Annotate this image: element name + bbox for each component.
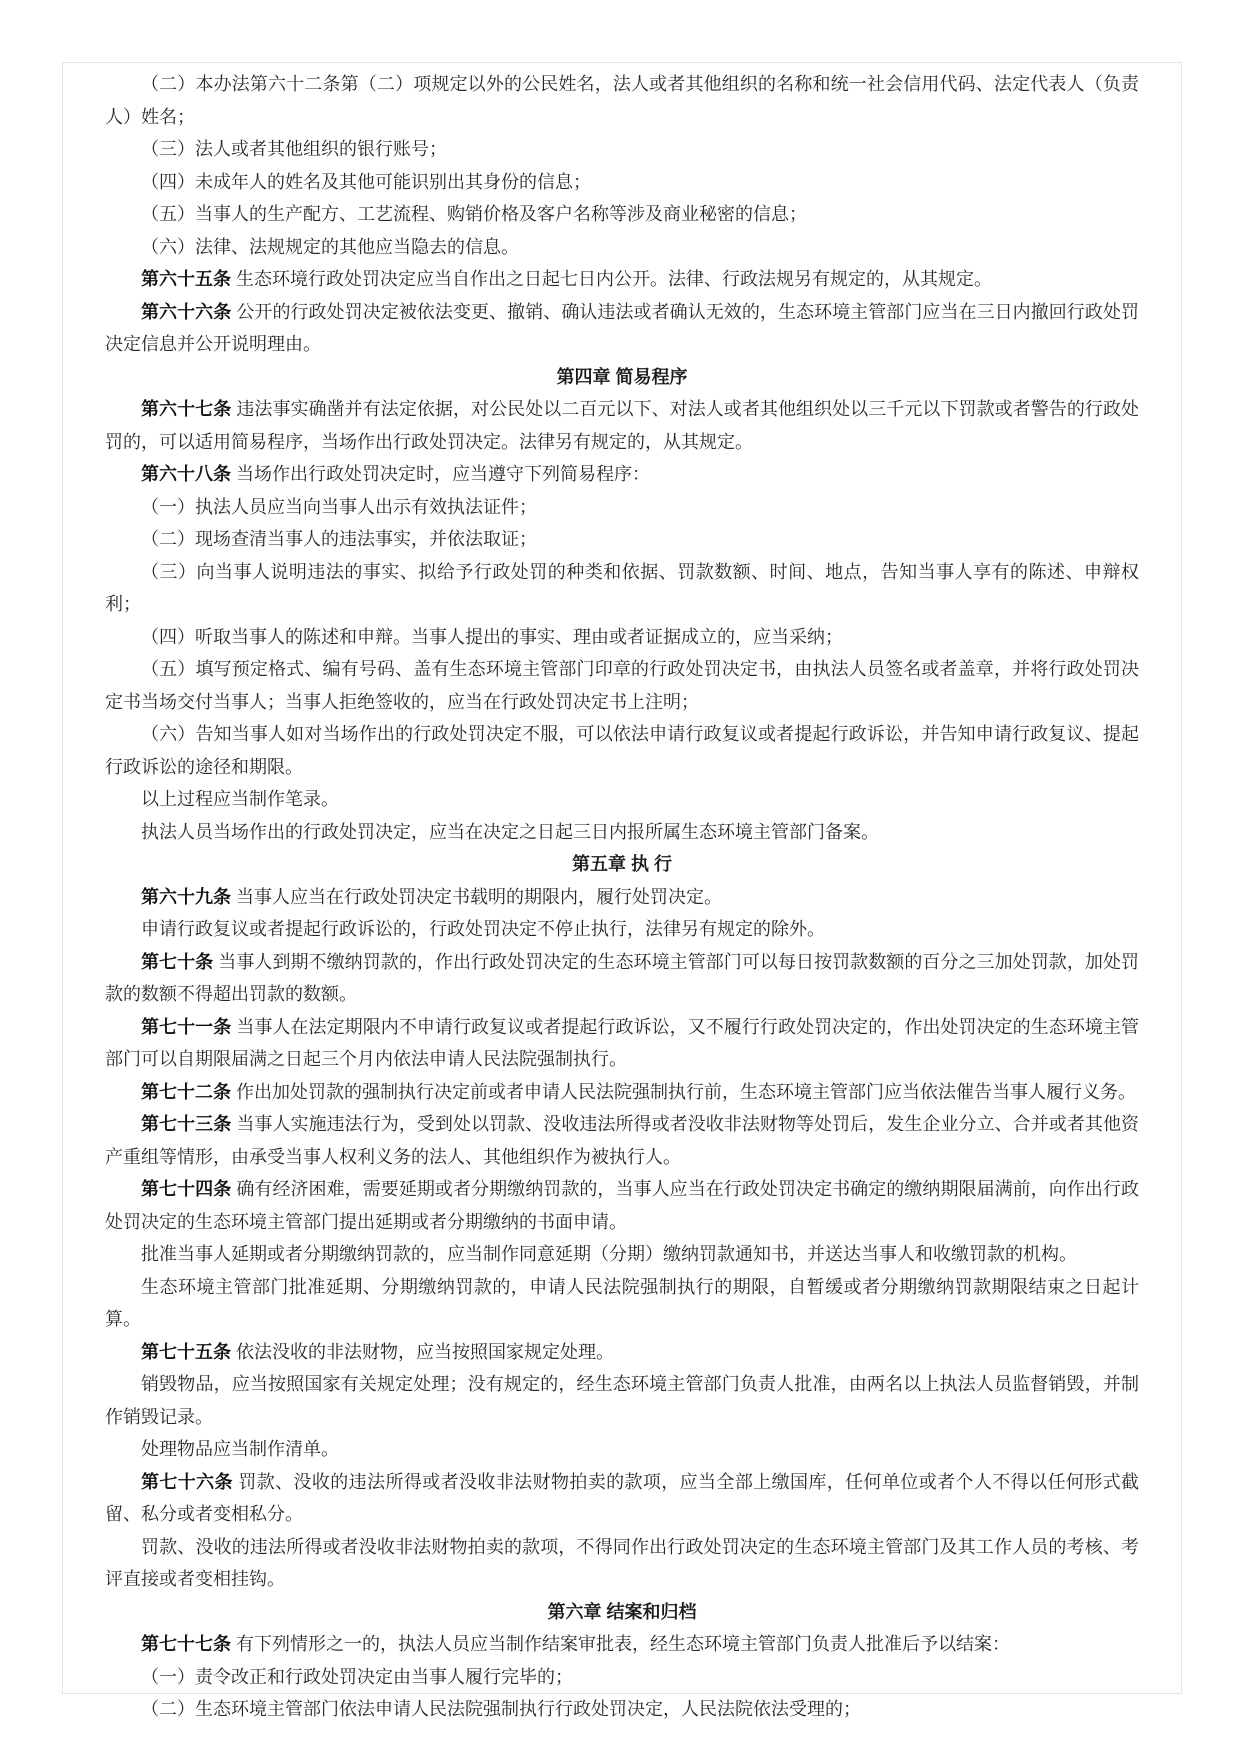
paragraph: 申请行政复议或者提起行政诉讼的，行政处罚决定不停止执行，法律另有规定的除外。 [141,919,825,939]
article-paragraph: 第七十一条 当事人在法定期限内不申请行政复议或者提起行政诉讼，又不履行行政处罚决定的，作出处罚决定的生态环境主管部门可以自期限届满之日起三个月内依法申请人民法院强制执行。 [105,1016,1140,1069]
paragraph: （三）法人或者其他组织的银行账号； [141,139,447,159]
article-number: 第六十五条 [141,269,231,289]
paragraph: 执法人员当场作出的行政处罚决定，应当在决定之日起三日内报所属生态环境主管部门备案。 [141,821,879,842]
paragraph: 生态环境主管部门批准延期、分期缴纳罚款的，申请人民法院强制执行的期限，自暂缓或者分期缴纳罚款期限结束之日起计算。 [105,1276,1139,1329]
article-number: 第七十一条 [141,1016,232,1037]
article-paragraph: 第六十八条 当场作出行政处罚决定时，应当遵守下列简易程序： [141,464,650,484]
paragraph: 批准当事人延期或者分期缴纳罚款的，应当制作同意延期（分期）缴纳罚款通知书，并送达当事人和收缴罚款的机构。 [141,1244,1077,1264]
article-paragraph: 第七十三条 当事人实施违法行为，受到处以罚款、没收违法所得或者没收非法财物等处罚后，发生企业分立、合并或者其他资产重组等情形，由承受当事人权利义务的法人、其他组织作为被执行人。 [105,1114,1140,1167]
article-paragraph: 第七十四条 确有经济困难，需要延期或者分期缴纳罚款的，当事人应当在行政处罚决定书确定的缴纳期限届满前，向作出行政处罚决定的生态环境主管部门提出延期或者分期缴纳的书面申请。 [105,1179,1140,1232]
paragraph: （二）现场查清当事人的违法事实，并依法取证； [141,529,537,549]
chapter-heading: 第五章 执 行 [571,854,672,874]
document-page [62,62,1182,1719]
paragraph: （一）执法人员应当向当事人出示有效执法证件； [141,496,537,517]
paragraph: 处理物品应当制作清单。 [141,1439,339,1459]
article-number: 第六十九条 [141,886,231,907]
paragraph: （二）生态环境主管部门依法申请人民法院强制执行行政处罚决定，人民法院依法受理的； [141,1699,861,1719]
paragraph: 销毁物品，应当按照国家有关规定处理；没有规定的，经生态环境主管部门负责人批准，由两名以上执法人员监督销毁，并制作销毁记录。 [105,1374,1139,1427]
document-body [105,68,1139,1726]
paragraph: 以上过程应当制作笔录。 [141,789,339,809]
article-number: 第七十四条 [141,1179,232,1199]
paragraph: （六）法律、法规规定的其他应当隐去的信息。 [141,236,519,257]
article-paragraph: 第七十五条 依法没收的非法财物，应当按照国家规定处理。 [141,1341,614,1362]
paragraph: （二）本办法第六十二条第（二）项规定以外的公民姓名，法人或者其他组织的名称和统一社会信用代码、法定代表人（负责人）姓名； [105,74,1139,127]
article-paragraph: 第六十七条 违法事实确凿并有法定依据，对公民处以二百元以下、对法人或者其他组织处以三千元以下罚款或者警告的行政处罚的，可以适用简易程序，当场作出行政处罚决定。法律另有规定的，从其规定。 [105,399,1140,452]
article-paragraph: 第七十七条 有下列情形之一的，执法人员应当制作结案审批表，经生态环境主管部门负责人批准后予以结案： [141,1634,1010,1654]
chapter-heading: 第六章 结案和归档 [547,1601,697,1622]
paragraph: （四）听取当事人的陈述和申辩。当事人提出的事实、理由或者证据成立的，应当采纳； [141,626,843,647]
paragraph: （一）责令改正和行政处罚决定由当事人履行完毕的； [141,1666,573,1687]
article-number: 第七十二条 [141,1081,231,1102]
paragraph: （四）未成年人的姓名及其他可能识别出其身份的信息； [141,171,591,192]
article-number: 第七十条 [141,951,214,972]
article-number: 第六十八条 [141,464,231,484]
chapter-heading: 第四章 简易程序 [556,366,688,387]
article-number: 第七十五条 [141,1341,231,1362]
paragraph: （五）填写预定格式、编有号码、盖有生态环境主管部门印章的行政处罚决定书，由执法人员签名或者盖章，并将行政处罚决定书当场交付当事人；当事人拒绝签收的，应当在行政处罚决定书上注明； [105,659,1139,712]
paragraph: 罚款、没收的违法所得或者没收非法财物拍卖的款项，不得同作出行政处罚决定的生态环境主管部门及其工作人员的考核、考评直接或者变相挂钩。 [105,1536,1139,1589]
article-paragraph: 第六十五条 生态环境行政处罚决定应当自作出之日起七日内公开。法律、行政法规另有规定的，从其规定。 [141,269,992,289]
article-paragraph: 第六十九条 当事人应当在行政处罚决定书载明的期限内，履行处罚决定。 [141,886,722,907]
paragraph: （五）当事人的生产配方、工艺流程、购销价格及客户名称等涉及商业秘密的信息； [141,204,807,224]
paragraph: （六）告知当事人如对当场作出的行政处罚决定不服，可以依法申请行政复议或者提起行政诉讼，并告知申请行政复议、提起行政诉讼的途径和期限。 [105,724,1139,777]
paragraph: （三）向当事人说明违法的事实、拟给予行政处罚的种类和依据、罚款数额、时间、地点，告知当事人享有的陈述、申辩权利； [105,561,1139,614]
article-number: 第七十六条 [141,1471,233,1492]
article-paragraph: 第七十六条 罚款、没收的违法所得或者没收非法财物拍卖的款项，应当全部上缴国库，任何单位或者个人不得以任何形式截留、私分或者变相私分。 [105,1471,1140,1524]
article-number: 第六十七条 [141,399,232,419]
article-number: 第六十六条 [141,301,232,322]
article-paragraph: 第六十六条 公开的行政处罚决定被依法变更、撤销、确认违法或者确认无效的，生态环境主管部门应当在三日内撤回行政处罚决定信息并公开说明理由。 [105,301,1140,354]
article-paragraph: 第七十条 当事人到期不缴纳罚款的，作出行政处罚决定的生态环境主管部门可以每日按罚款数额的百分之三加处罚款，加处罚款的数额不得超出罚款的数额。 [105,951,1139,1004]
article-paragraph: 第七十二条 作出加处罚款的强制执行决定前或者申请人民法院强制执行前，生态环境主管部门应当依法催告当事人履行义务。 [141,1081,1136,1102]
article-number: 第七十七条 [141,1634,231,1654]
article-number: 第七十三条 [141,1114,232,1134]
